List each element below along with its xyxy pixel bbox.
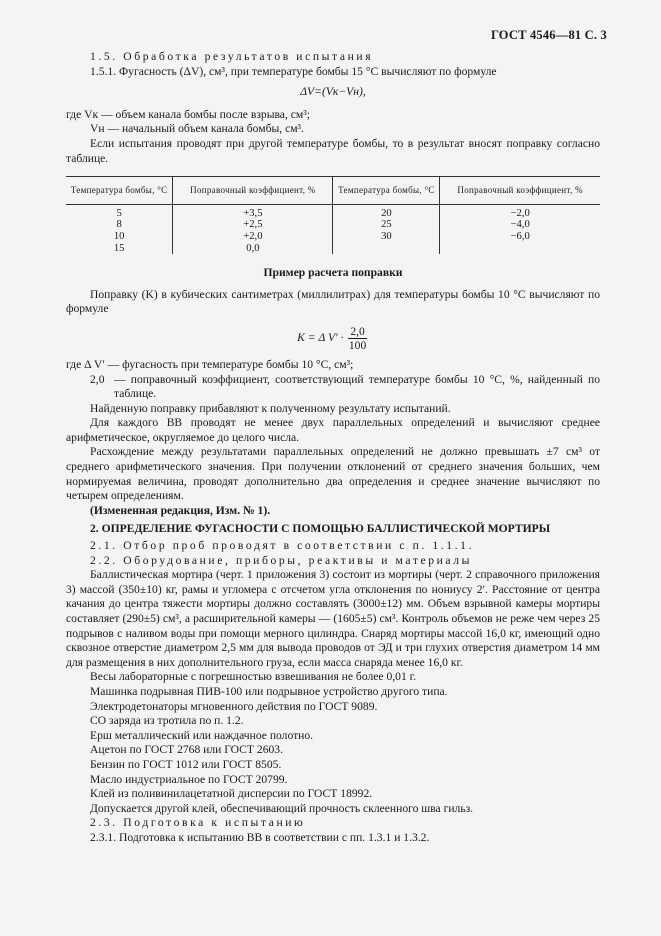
section-2-title: 2. ОПРЕДЕЛЕНИЕ ФУГАСНОСТИ С ПОМОЩЬЮ БАЛЛИСТИЧЕСКОЙ МОРТИРЫ	[90, 522, 551, 536]
table-cell: 20 25 30	[333, 204, 440, 254]
where-dv: где Δ V′ — фугасность при температуре бомбы 10 °С, см³;	[66, 357, 354, 371]
section-2-2: 2.2. Оборудование, приборы, реактивы и материалы	[90, 553, 473, 567]
where-vk: где Vк — объем канала бомбы после взрыва, см³;	[66, 107, 310, 121]
table-header-cell: Поправочный коэффициент, %	[173, 177, 333, 205]
list-item: СО заряда из тротила по п. 1.2.	[90, 714, 244, 728]
formula-correction	[66, 325, 600, 352]
equipment-list	[66, 670, 600, 816]
list-item: Клей из поливинилацетатной дисперсии по ГОСТ 18992.	[90, 787, 373, 801]
document-body	[66, 50, 600, 846]
paragraph-each: Для каждого ВВ проводят не менее двух параллельных определений и вычисляют среднее арифметическое, округляемое до целого числа.	[66, 416, 600, 444]
fraction-denominator: 100	[348, 338, 367, 352]
table-header-cell: Температура бомбы, °С	[333, 177, 440, 205]
page-header: ГОСТ 4546—81 С. 3	[490, 28, 607, 42]
section-2-1: 2.1. Отбор проб проводят в соответствии с п. 1.1.1.	[90, 539, 475, 553]
where-coef-label: 2,0	[90, 372, 105, 386]
section-1-5-1: 1.5.1. Фугасность (ΔV), см³, при температуре бомбы 15 °С вычисляют по формуле	[90, 64, 497, 78]
example-title: Пример расчета поправки	[263, 266, 403, 280]
paragraph-difference: Расхождение между результатами параллельных определений не должно превышать ±7 см³ от среднего арифметического значения. При получении отклонений от среднего значения больших, чем нормируемая величина, проводят дополнительно два определения и среднее значение вычисляют по четырем определениям.	[66, 445, 600, 503]
correction-table	[66, 176, 600, 254]
table-header-row	[66, 177, 600, 205]
fraction-numerator: 2,0	[350, 324, 365, 338]
section-2-3: 2.3. Подготовка к испытанию	[90, 816, 306, 830]
section-2-3-1: 2.3.1. Подготовка к испытанию ВВ в соответствии с пп. 1.3.1 и 1.3.2.	[90, 830, 430, 844]
formula-correction-left: K = Δ V′ ·	[297, 331, 344, 345]
table-cell: +3,5 +2,5 +2,0 0,0	[173, 204, 333, 254]
table-row	[66, 204, 600, 254]
where-coef-body: — поправочный коэффициент, соответствующий температуре бомбы 10 °С, %, найденный по таблице.	[114, 372, 600, 401]
table-cell: 5 8 10 15	[113, 207, 125, 254]
formula-fugacity: ΔV=(Vк−Vн),	[300, 85, 366, 99]
list-item: Бензин по ГОСТ 1012 или ГОСТ 8505.	[90, 757, 282, 771]
list-item: Допускается другой клей, обеспечивающий прочность склеенного шва гильз.	[90, 801, 474, 815]
paragraph-add: Найденную поправку прибавляют к полученному результату испытаний.	[90, 401, 451, 415]
where-coef	[66, 373, 600, 402]
table-header-cell: Поправочный коэффициент, %	[440, 177, 600, 205]
list-item: Машинка подрывная ПИВ-100 или подрывное устройство другого типа.	[90, 684, 448, 698]
where-vn: Vн — начальный объем канала бомбы, см³.	[90, 122, 304, 136]
table-intro: Если испытания проводят при другой температуре бомбы, то в результат вносят поправку согласно таблице.	[66, 136, 600, 165]
table-cell: −2,0 −4,0 −6,0	[440, 204, 600, 254]
list-item: Ацетон по ГОСТ 2768 или ГОСТ 2603.	[90, 743, 283, 757]
paragraph-mortar: Баллистическая мортира (черт. 1 приложения 3) состоит из мортиры (черт. 2 справочного приложения 3) массой (350±10) кг, рамы и угломера с отсчетом угла отклонения по нониусу 2′. Расстояние от центра качания до центра тяжести мортиры должно составлять (3000±12) мм. Объем взрывной камеры мортиры составляет (290±5) см³, а расширительной камеры — (1605±5) см³. Контроль объемов не реже чем через 25 подрывов с наливом воды при помощи мерного цилиндра. Снаряд мортиры массой 16,0 кг, имеющий одно сквозное отверстие диаметром 2,5 мм для вывода проводов от ЭД и три глухих отверстия диаметром 14 мм для размещения в них дополнительного груза, если масса снаряда менее 16,0 кг.	[66, 568, 600, 669]
section-1-5-title: 1.5. Обработка результатов испытания	[90, 50, 374, 63]
list-item: Масло индустриальное по ГОСТ 20799.	[90, 772, 288, 786]
formula-fraction	[348, 325, 367, 352]
list-item: Электродетонаторы мгновенного действия по ГОСТ 9089.	[90, 699, 378, 713]
revision-note: (Измененная редакция, Изм. № 1).	[90, 503, 271, 517]
list-item: Ерш металлический или наждачное полотно.	[90, 728, 314, 742]
table-header-cell: Температура бомбы, °С	[66, 177, 173, 205]
list-item: Весы лабораторные с погрешностью взвешивания не более 0,01 г.	[90, 670, 416, 684]
example-text: Поправку (K) в кубических сантиметрах (миллилитрах) для температуры бомбы 10 °С вычисляют по формуле	[66, 287, 600, 316]
